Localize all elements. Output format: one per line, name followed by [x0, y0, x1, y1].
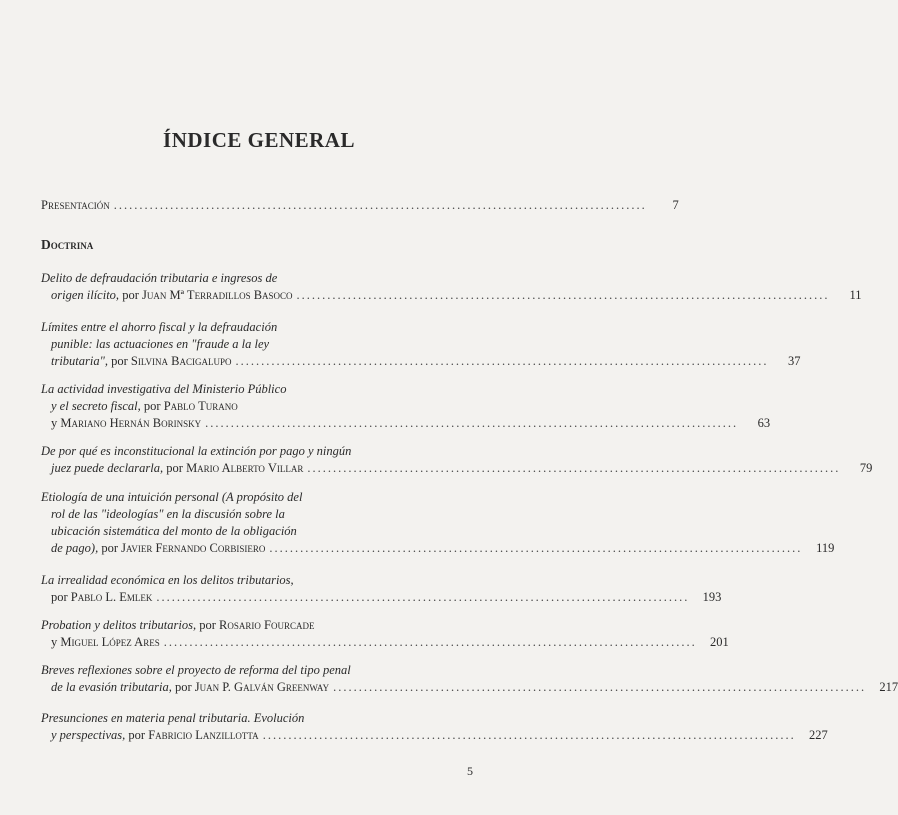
toc-page-number: 79	[859, 461, 873, 475]
toc-author: Pablo Turano	[163, 399, 238, 413]
toc-author: Javier Fernando Corbisiero	[121, 541, 266, 555]
toc-entry-title-line: Etiología de una intuición personal (A propósito del	[41, 490, 303, 504]
leader-dots: ........................................................................................................	[205, 416, 739, 430]
toc-page-number: 37	[788, 354, 801, 368]
toc-entry[interactable]	[41, 381, 771, 432]
leader-dots: ........................................................................................................	[333, 680, 867, 694]
leader-dots: ........................................................................................................	[235, 354, 769, 368]
toc-page-number: 201	[709, 635, 729, 649]
toc-author: Fabricio Lanzillotta	[148, 728, 259, 742]
toc-page-number: 11	[849, 288, 862, 302]
toc-entry[interactable]	[41, 443, 873, 477]
toc-por: por	[174, 680, 192, 694]
toc-entry-title-line: punible: las actuaciones en "fraude a la ley	[51, 337, 270, 351]
toc-entry-title-line: de la evasión tributaria,	[51, 680, 172, 694]
toc-entry-title-line: de pago),	[51, 541, 99, 555]
toc-page-number: 63	[757, 416, 771, 430]
toc-entry-title-line: De por qué es inconstitucional la extinción por pago y ningún	[41, 444, 352, 458]
toc-entry[interactable]	[41, 617, 729, 651]
toc-entry-title-line: La actividad investigativa del Ministerio Público	[41, 382, 287, 396]
toc-por: por	[143, 399, 161, 413]
toc-entry-presentacion[interactable]	[41, 197, 679, 214]
section-heading: Doctrina	[41, 237, 94, 252]
toc-entry-title-line: Presunciones en materia penal tributaria. Evolución	[41, 711, 305, 725]
toc-entry-title-line: Límites entre el ahorro fiscal y la defraudación	[41, 320, 278, 334]
toc-entry-title-line: juez puede declararla,	[51, 461, 164, 475]
toc-author: Mariano Hernán Borinsky	[60, 416, 202, 430]
toc-entry-title-line: Breves reflexiones sobre el proyecto de reforma del tipo penal	[41, 663, 351, 677]
toc-entry[interactable]	[41, 662, 898, 696]
leader-dots: ........................................................................................................	[156, 590, 690, 604]
toc-por: por	[199, 618, 216, 632]
toc-entry[interactable]	[41, 489, 835, 557]
toc-author: Pablo L. Emlek	[70, 590, 153, 604]
toc-entry-title-line: origen ilícito,	[51, 288, 120, 302]
toc-page-number: 119	[816, 541, 835, 555]
toc-entry[interactable]	[41, 572, 722, 606]
toc-entry-title-line: y el secreto fiscal,	[51, 399, 141, 413]
toc-por: por	[111, 354, 128, 368]
toc-author: Juan Mª Terradillos Basoco	[141, 288, 293, 302]
toc-entry-title-line: La irrealidad económica en los delitos tributarios,	[41, 573, 294, 587]
toc-por: por	[51, 590, 68, 604]
toc-entry-title-line: ubicación sistemática del monto de la obligación	[51, 524, 297, 538]
leader-dots: ........................................................................................................	[307, 461, 841, 475]
toc-por: por	[101, 541, 119, 555]
toc-entry[interactable]	[41, 319, 801, 370]
toc-entry-title-line: y perspectivas,	[51, 728, 126, 742]
toc-author: Miguel López Ares	[60, 635, 160, 649]
page-folio: 5	[467, 764, 473, 778]
toc-page-number: 217	[879, 680, 898, 694]
leader-dots: ........................................................................................................	[113, 198, 647, 212]
page-title: ÍNDICE GENERAL	[163, 128, 355, 152]
toc-entry-title-line: Delito de defraudación tributaria e ingresos de	[41, 271, 278, 285]
toc-author: Mario Alberto Villar	[186, 461, 304, 475]
toc-entry[interactable]	[41, 710, 828, 744]
toc-por: por	[128, 728, 146, 742]
toc-entry-label: Presentación	[41, 198, 110, 212]
toc-conj: y	[51, 416, 58, 430]
toc-entry-title-line: rol de las "ideologías" en la discusión sobre la	[51, 507, 285, 521]
toc-page-number: 227	[808, 728, 828, 742]
toc-conj: y	[51, 635, 58, 649]
leader-dots: ........................................................................................................	[262, 728, 796, 742]
toc-page-number: 193	[702, 590, 722, 604]
toc-entry[interactable]	[41, 270, 862, 304]
toc-entry-title-line: Probation y delitos tributarios,	[41, 618, 197, 632]
toc-page-number: 7	[672, 198, 679, 212]
toc-author: Silvina Bacigalupo	[130, 354, 232, 368]
leader-dots: ........................................................................................................	[163, 635, 697, 649]
toc-entry-title-line: tributaria",	[51, 354, 108, 368]
toc-author: Rosario Fourcade	[219, 618, 315, 632]
leader-dots: ........................................................................................................	[269, 541, 803, 555]
toc-author: Juan P. Galván Greenway	[194, 680, 330, 694]
toc-por: por	[166, 461, 183, 475]
leader-dots: ........................................................................................................	[296, 288, 830, 302]
toc-por: por	[122, 288, 139, 302]
